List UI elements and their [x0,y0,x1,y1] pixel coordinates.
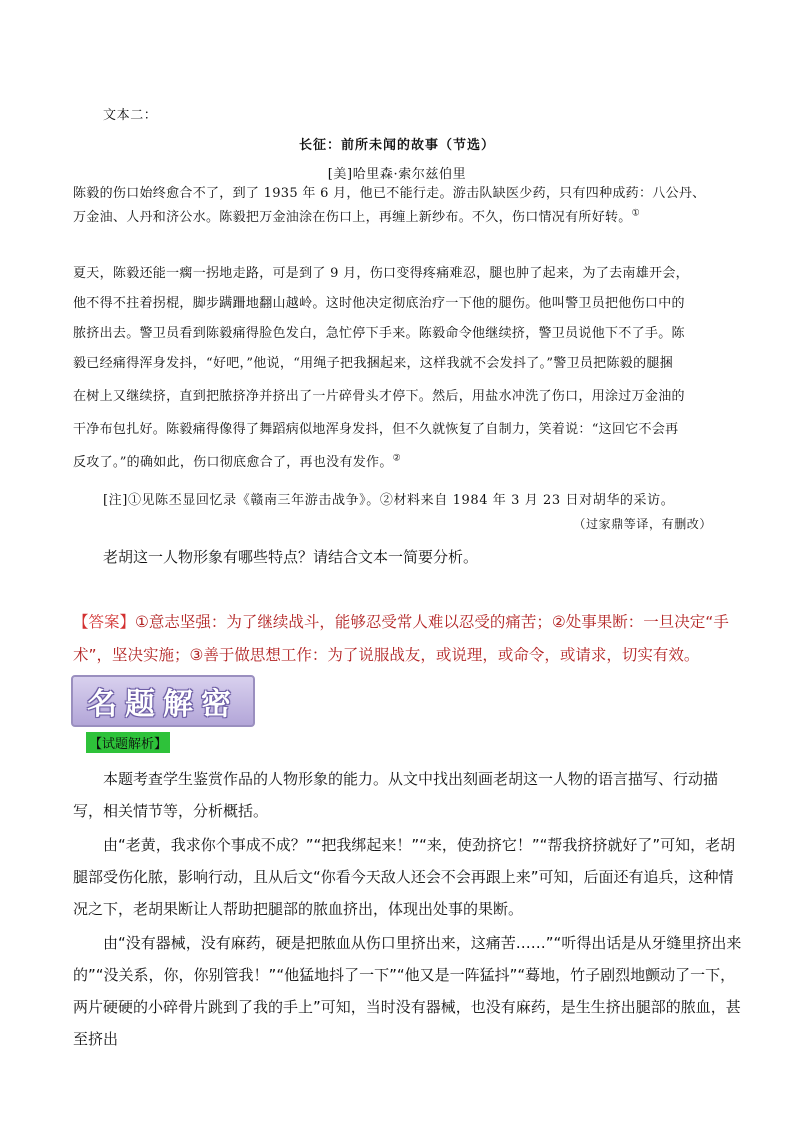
article-credit: （过家鼎等译，有删改） [573,517,712,531]
article-line: 夏天，陈毅还能一瘸一拐地走路，可是到了 9 月，伤口变得疼痛难忍，腿也肿了起来，为了去南雄开会， [73,266,689,281]
article-note: [注]①见陈丕显回忆录《赣南三年游击战争》。②材料来自 1984 年 3 月 23 日对胡华的采访。 [103,493,675,508]
article-line: 他不得不拄着拐棍，脚步蹒跚地翻山越岭。这时他决定彻底治疗一下他的腿伤。他叫警卫员把他伤口中的 [73,296,685,311]
analysis-paragraph: 由“没有器械，没有麻药，硬是把脓血从伤口里挤出来，这痛苦……”“听得出话是从牙缝里挤出来的”“没关系，你，你别管我！”“他猛地抖了一下”“他又是一阵猛抖”“蓦地，竹子剧烈地颤动了一下，两片硬硬的小碎骨片跳到了我的手上”可知，当时没有器械，也没有麻药，是生生挤出腿部的脓血，甚至挤出 [73,934,742,1048]
section-logo: 名题解密 [71,675,255,727]
analysis-paragraph: 本题考查学生鉴赏作品的人物形象的能力。从文中找出刻画老胡这一人物的语言描写、行动描写，相关情节等，分析概括。 [73,770,719,820]
article-title: 长征：前所未闻的故事（节选） [298,138,495,153]
article-line: 万金油、人丹和济公水。陈毅把万金油涂在伤口上，再缠上新纱布。不久，伤口情况有所好转。① [73,208,640,225]
article-line: 脓挤出去。警卫员看到陈毅痛得脸色发白，急忙停下手来。陈毅命令他继续挤，警卫员说他下不了手。陈 [73,326,685,341]
article-line: 毅已经痛得浑身发抖，“好吧，”他说，“用绳子把我捆起来，这样我就不会发抖了。”警卫员把陈毅的腿捆 [73,356,673,371]
article-line: 干净布包扎好。陈毅痛得像得了舞蹈病似地浑身发抖，但不久就恢复了自制力，笑着说：“这回它不会再 [73,422,679,437]
footnote-mark: ① [631,208,640,219]
answer-block [73,606,743,672]
text2-label: 文本二： [103,108,158,123]
answer-tag: 【答案】 [73,613,136,631]
analysis-tag: 【试题解析】 [86,732,170,753]
footnote-mark: ② [392,453,402,464]
article-author: [美]哈里森·索尔兹伯里 [327,167,467,182]
analysis-paragraph: 由“老黄，我求你个事成不成？”“把我绑起来！”“来，使劲挤它！”“帮我挤挤就好了”可知，老胡腿部受伤化脓，影响行动，且从后文“你看今天敌人还会不会再跟上来”可知，后面还有追兵，这种情况之下，老胡果断让人帮助把腿部的脓血挤出，体现出处事的果断。 [73,836,736,918]
article-line: 在树上又继续挤，直到把脓挤净并挤出了一片碎骨头才停下。然后，用盐水冲洗了伤口，用涂过万金油的 [73,389,685,404]
article-line: 反攻了。”的确如此，伤口彻底愈合了，再也没有发作。② [73,453,402,470]
article-line: 陈毅的伤口始终愈合不了，到了 1935 年 6 月，他已不能行走。游击队缺医少药，只有四种成药：八公丹、 [73,186,706,201]
question: 老胡这一人物形象有哪些特点？请结合文本一简要分析。 [103,548,479,566]
answer-text: ①意志坚强：为了继续战斗，能够忍受常人难以忍受的痛苦；②处事果断：一旦决定“手术”，坚决实施；③善于做思想工作：为了说服战友，或说理，或命令，或请求，切实有效。 [73,613,729,664]
